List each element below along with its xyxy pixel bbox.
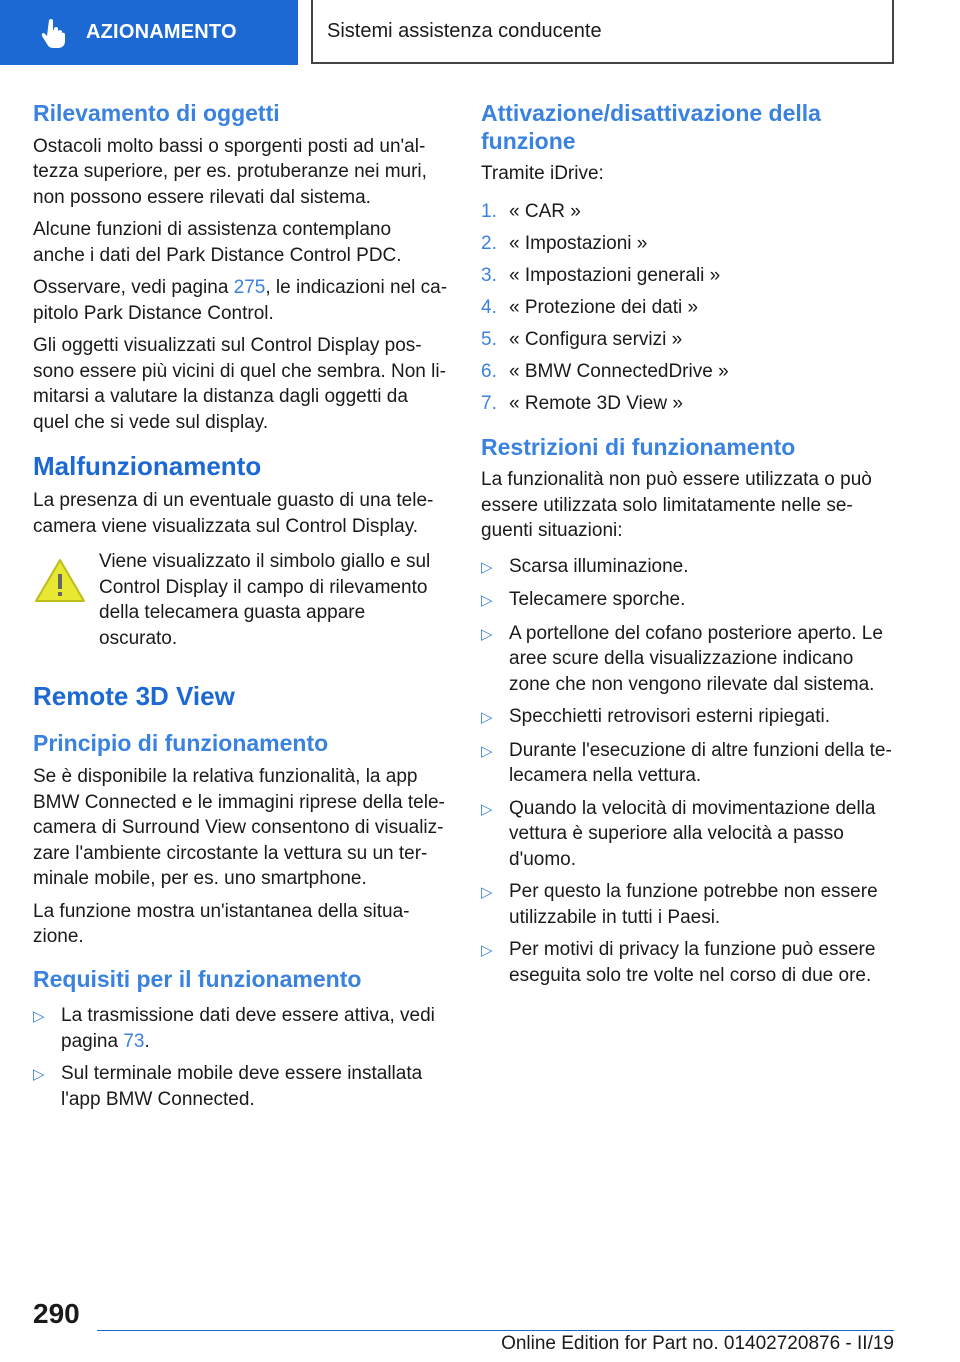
heading-object-detection: Rilevamento di oggetti — [33, 100, 280, 126]
warning-text: Viene visualizzato il simbolo giallo e sul Control Display il campo di rilevamento della telecamera guasta appare oscurato. — [99, 551, 431, 649]
page-link-275[interactable]: 275 — [233, 277, 266, 299]
triangle-bullet-icon: ▷ — [481, 800, 493, 818]
list-item: ▷ La trasmissione dati deve essere attiva, vedi pagina 73. — [33, 1003, 448, 1054]
list-item: 7. « Remote 3D View » — [481, 392, 683, 414]
triangle-bullet-icon: ▷ — [33, 1066, 45, 1084]
triangle-bullet-icon: ▷ — [33, 1008, 45, 1026]
triangle-bullet-icon: ▷ — [481, 592, 493, 610]
paragraph: Osservare, vedi pagina 275, le indicazioni nel capitolo Park Distance Control. — [33, 277, 448, 324]
list-item: ▷ Per motivi di privacy la funzione può essere eseguita solo tre volte nel corso di due ore. — [481, 937, 896, 988]
heading-remote-3d-view: Remote 3D View — [33, 681, 235, 712]
paragraph: Se è disponibile la relativa funzionalità, la app BMW Connected e le immagini riprese della telecamera di Surround View consentono di visualizzare l'ambiente circostante la vettura su un terminale mobile, per es. uno smartphone. — [33, 766, 445, 890]
list-item: 6. « BMW ConnectedDrive » — [481, 360, 729, 382]
triangle-bullet-icon: ▷ — [481, 742, 493, 760]
list-item: ▷ Per questo la funzione potrebbe non essere utilizzabile in tutti i Paesi. — [481, 879, 896, 930]
requirements-list — [33, 1003, 448, 1112]
chapter-header — [311, 0, 894, 64]
list-item: ▷ Specchietti retrovisori esterni ripiegati. — [481, 704, 896, 731]
heading-requirements: Requisiti per il funzionamento — [33, 965, 362, 992]
paragraph: Tramite iDrive: — [481, 163, 604, 185]
paragraph: La funzione mostra un'istantanea della situazione. — [33, 900, 410, 948]
section-tab[interactable] — [0, 0, 298, 65]
triangle-bullet-icon: ▷ — [481, 558, 493, 576]
list-item: ▷ Sul terminale mobile deve essere installata l'app BMW Connected. — [33, 1061, 448, 1112]
paragraph: La funzionalità non può essere utilizzata o può essere utilizzata solo limitatamente nelle seguenti situazioni: — [481, 469, 872, 542]
list-item: 4. « Protezione dei dati » — [481, 296, 699, 318]
idrive-steps-list — [481, 199, 896, 416]
hand-pointer-icon — [40, 18, 66, 48]
restrictions-list — [481, 554, 896, 989]
list-item: ▷ Telecamere sporche. — [481, 587, 896, 614]
right-column — [481, 100, 896, 995]
warning-triangle-icon — [33, 557, 87, 605]
heading-activation: Attivazione/disattivazione della funzione — [481, 100, 821, 154]
heading-principle: Principio di funzionamento — [33, 730, 329, 757]
list-item: ▷ Scarsa illuminazione. — [481, 554, 896, 581]
left-column — [33, 100, 448, 1119]
list-item: 1. « CAR » — [481, 200, 581, 222]
page-number: 290 — [33, 1298, 80, 1329]
triangle-bullet-icon: ▷ — [481, 884, 493, 902]
list-item: 5. « Configura servizi » — [481, 328, 683, 350]
triangle-bullet-icon: ▷ — [481, 625, 493, 643]
list-item: ▷ Durante l'esecuzione di altre funzioni della telecamera nella vettura. — [481, 738, 896, 789]
triangle-bullet-icon: ▷ — [481, 709, 493, 727]
list-item: 3. « Impostazioni generali » — [481, 264, 721, 286]
list-item: 2. « Impostazioni » — [481, 232, 648, 254]
paragraph: Ostacoli molto bassi o sporgenti posti ad un'altezza superiore, per es. protuberanze nei muri, non possono essere rilevati dal sistema. — [33, 135, 427, 208]
warning-note — [33, 549, 448, 651]
page-link-73[interactable]: 73 — [123, 1030, 145, 1052]
paragraph: Alcune funzioni di assistenza contemplano anche i dati del Park Distance Control PDC. — [33, 219, 402, 266]
list-item: ▷ A portellone del cofano posteriore aperto. Le aree scure della visualizzazione indicano zone che non vengono rilevate dal sistema. — [481, 621, 896, 698]
heading-restrictions: Restrizioni di funzionamento — [481, 433, 796, 460]
paragraph: La presenza di un eventuale guasto di una telecamera viene visualizzata sul Control Display. — [33, 490, 434, 537]
triangle-bullet-icon: ▷ — [481, 942, 493, 960]
footer-divider — [97, 1330, 894, 1331]
section-tab-label: AZIONAMENTO — [86, 21, 237, 43]
footer-edition: Online Edition for Part no. 01402720876 - II/19 — [501, 1333, 894, 1354]
paragraph: Gli oggetti visualizzati sul Control Display possono essere più vicini di quel che sembra. Non limitarsi a valutare la distanza dagli oggetti da quel che si vede sul display. — [33, 335, 446, 433]
heading-malfunction: Malfunzionamento — [33, 451, 262, 482]
list-item: ▷ Quando la velocità di movimentazione della vettura è superiore alla velocità a passo d'uomo. — [481, 796, 896, 873]
chapter-title: Sistemi assistenza conducente — [327, 19, 602, 42]
